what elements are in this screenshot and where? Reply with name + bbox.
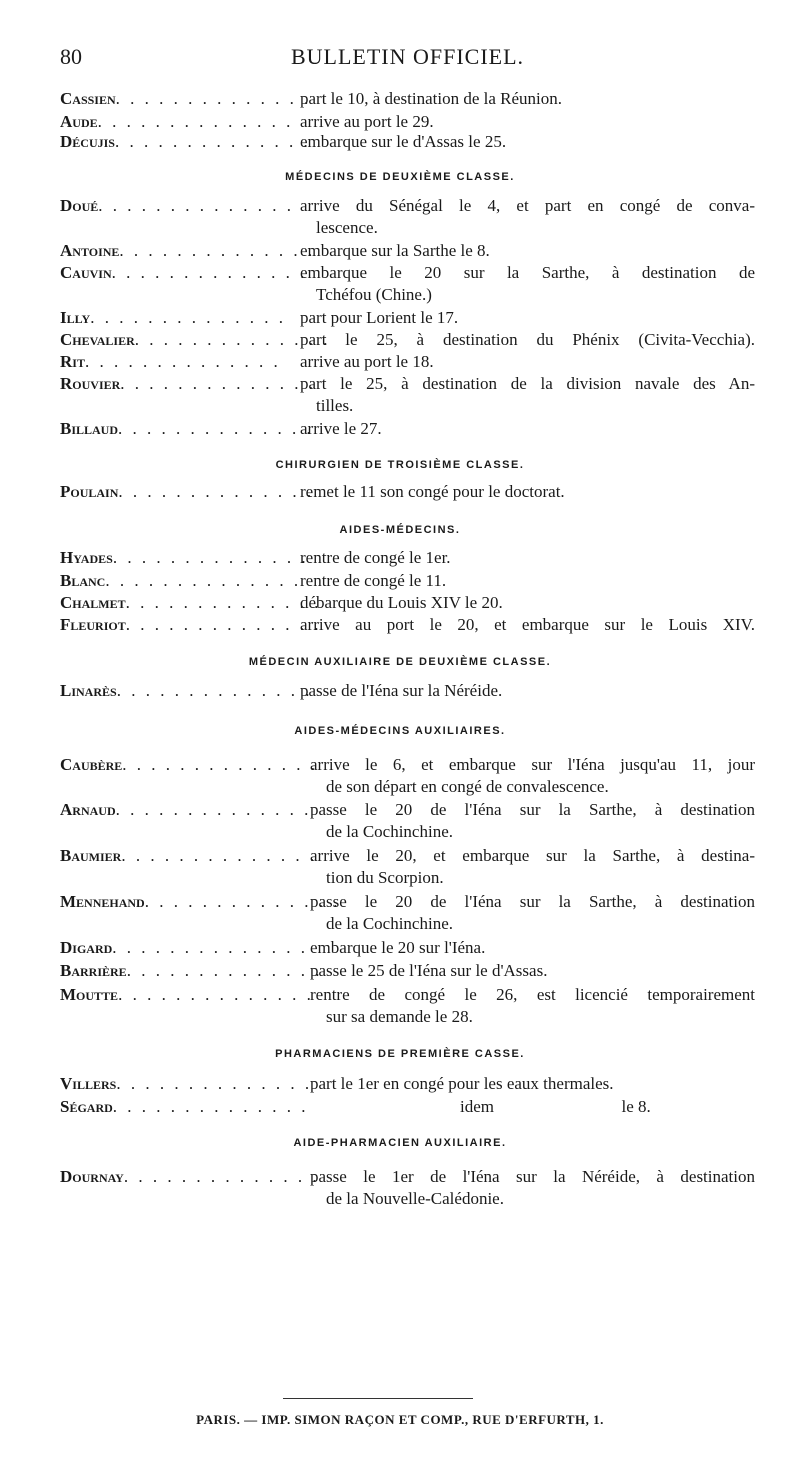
- entry-name: Chevalier: [60, 330, 135, 349]
- entry-name: Rit: [60, 352, 85, 371]
- section-heading: MÉDECINS DE DEUXIÈME CLASSE.: [285, 171, 515, 183]
- entry-text: embarque sur le d'Assas le 25.: [300, 132, 507, 151]
- entry-text-continued: tilles.: [316, 396, 354, 415]
- entry-text: passe le 20 de l'Iéna sur la Sarthe, à destination: [310, 892, 755, 911]
- entry-name: Dournay: [60, 1167, 124, 1186]
- entry-text-continued: Tchéfou (Chine.): [316, 285, 432, 304]
- entry-name: Hyades: [60, 548, 113, 567]
- entry-name: Villers: [60, 1074, 117, 1093]
- entry-name: Ségard: [60, 1097, 113, 1116]
- entry-text-continued: de la Cochinchine.: [326, 822, 453, 841]
- entry-name: Moutte: [60, 985, 119, 1004]
- entry-name: Aude: [60, 112, 98, 131]
- entry-name: Cassien: [60, 89, 116, 108]
- entry-text: débarque du Louis XIV le 20.: [300, 593, 503, 612]
- entry-name: Doué: [60, 196, 99, 215]
- entry-text: passe le 20 de l'Iéna sur la Sarthe, à destination: [310, 800, 755, 819]
- entry-name: Barrière: [60, 961, 127, 980]
- entry-name: Caubère: [60, 755, 123, 774]
- entry-name: Linarès: [60, 681, 117, 700]
- entry-text-continued: de la Nouvelle-Calédonie.: [326, 1189, 504, 1208]
- entry-text: part le 25, à destination de la division navale des An-: [300, 374, 755, 393]
- document-page: 80 BULLETIN OFFICIEL. Cassien. . . . . . . . . . . . . . part le 10, à destination de la Réunion. Aude. . . . . . . . . . . . . . arrive au port le 29. Décujis. . . . . . . . . . . . . . embarque sur le d'Assas le 25. MÉDECINS DE DEUXIÈME CLASSE. Doué. . . . . . . . . . . . . . arrive du Sénégal le 4, et part en congé de conva- lescence. Antoine. . . . . . . . . . . . . . embarque sur la Sarthe le 8. Cauvin. . . . . . . . . . . . . . embarque le 20 sur la Sarthe, à destination de Tchéfou (Chine.) Illy. . . . . . . . . . . . . . part pour Lorient le 17. Chevalier. . . . . . . . . . . . . . part le 25, à destination du Phénix (Civita-Vecchia). Rit. . . . . . . . . . . . . . arrive au port le 18. Rouvier. . . . . . . . . . . . . . part le 25, à destination de la division navale des An- tilles. Billaud. . . . . . . . . . . . . . arrive le 27. CHIRURGIEN DE TROISIÈME CLASSE. Poulain. . . . . . . . . . . . . . remet le 11 son congé pour le doctorat. AIDES-MÉDECINS. Hyades. . . . . . . . . . . . . . rentre de congé le 1er. Blanc. . . . . . . . . . . . . . rentre de congé le 11. Chalmet. . . . . . . . . . . . . . débarque du Louis XIV le 20. Fleuriot. . . . . . . . . . . . . . arrive au port le 20, et embarque sur le Louis XIV. MÉDECIN AUXILIAIRE DE DEUXIÈME CLASSE. Linarès. . . . . . . . . . . . . . passe de l'Iéna sur la Néréide. AIDES-MÉDECINS AUXILIAIRES. Caubère. . . . . . . . . . . . . . arrive le 6, et embarque sur l'Iéna jusqu'au 11, jour de son départ en congé de convalescence. Arnaud. . . . . . . . . . . . . . passe le 20 de l'Iéna sur la Sarthe, à destination de la Cochinchine. Baumier. . . . . . . . . . . . . . arrive le 20, et embarque sur la Sarthe, à destina- tion du Scorpion. Mennehand. . . . . . . . . . . . . . passe le 20 de l'Iéna sur la Sarthe, à destination de la Cochinchine. Digard. . . . . . . . . . . . . . embarque le 20 sur l'Iéna. Barrière. . . . . . . . . . . . . . passe le 25 de l'Iéna sur le d'Assas. Moutte. . . . . . . . . . . . . . rentre de congé le 26, est licencié temporairement sur sa demande le 28. PHARMACIENS DE PREMIÈRE CASSE. Villers. . . . . . . . . . . . . . part le 1er en congé pour les eaux thermales. Ségard. . . . . . . . . . . . . . idem le 8. AIDE-PHARMACIEN AUXILIAIRE. Dournay. . . . . . . . . . . . . . passe le 1er de l'Iéna sur la Néréide, à destination de la Nouvelle-Calédonie. PARIS. — IMP. SIMON RAÇON ET COMP., RUE D'ERFURTH, 1.: [0, 0, 800, 1467]
- entry-text: rentre de congé le 1er.: [300, 548, 451, 567]
- section-heading: MÉDECIN AUXILIAIRE DE DEUXIÈME CLASSE.: [248, 656, 552, 668]
- entry-text: arrive du Sénégal le 4, et part en congé de conva-: [300, 196, 755, 215]
- entry-name: Rouvier: [60, 374, 121, 393]
- entry-name: Décujis: [60, 132, 115, 151]
- footer-divider: [283, 1398, 473, 1399]
- page-header: [60, 44, 755, 74]
- entry-text: embarque le 20 sur la Sarthe, à destination de: [300, 263, 755, 282]
- entry-text-continued: de son départ en congé de convalescence.: [326, 777, 609, 796]
- entry-text: arrive au port le 29.: [300, 112, 434, 131]
- entry-text: arrive le 6, et embarque sur l'Iéna jusqu'au 11, jour: [310, 755, 755, 774]
- entry-text: part le 1er en congé pour les eaux thermales.: [310, 1074, 614, 1093]
- entry-text-continued: lescence.: [316, 218, 378, 237]
- entry-text-continued: de la Cochinchine.: [326, 914, 453, 933]
- entry-text: arrive le 20, et embarque sur la Sarthe, à destina-: [310, 846, 755, 865]
- entry-name: Blanc: [60, 571, 106, 590]
- entry-text: arrive le 27.: [300, 419, 382, 438]
- entry-name: Poulain: [60, 482, 119, 501]
- entry-text: arrive au port le 18.: [300, 352, 434, 371]
- section-heading: PHARMACIENS DE PREMIÈRE CASSE.: [275, 1048, 525, 1060]
- entry-text-continued: sur sa demande le 28.: [326, 1007, 473, 1026]
- page-number: 80: [60, 44, 82, 69]
- entry-text-continued: tion du Scorpion.: [326, 868, 444, 887]
- entry-name: Chalmet: [60, 593, 126, 612]
- entry-text: remet le 11 son congé pour le doctorat.: [300, 482, 565, 501]
- entry-name: Antoine: [60, 241, 120, 260]
- entry-name: Fleuriot: [60, 615, 126, 634]
- entry-name: Illy: [60, 308, 91, 327]
- entry-name: Arnaud: [60, 800, 116, 819]
- entry-text: arrive au port le 20, et embarque sur le Louis XIV.: [300, 615, 755, 634]
- entry-text: rentre de congé le 26, est licencié temporairement: [310, 985, 755, 1004]
- section-heading: AIDES-MÉDECINS.: [339, 524, 461, 536]
- section-heading: AIDE-PHARMACIEN AUXILIAIRE.: [293, 1137, 507, 1149]
- entry-name: Billaud: [60, 419, 119, 438]
- entry-name: Cauvin: [60, 263, 112, 282]
- page-title: BULLETIN OFFICIEL.: [290, 44, 525, 69]
- entry-text: embarque sur la Sarthe le 8.: [300, 241, 490, 260]
- entry-name: Baumier: [60, 846, 122, 865]
- entry-text: passe le 25 de l'Iéna sur le d'Assas.: [310, 961, 548, 980]
- entry-name: Digard: [60, 938, 113, 957]
- entry-text: part le 25, à destination du Phénix (Civita-Vecchia).: [300, 330, 755, 349]
- entry-text: embarque le 20 sur l'Iéna.: [310, 938, 486, 957]
- printer-imprint: PARIS. — IMP. SIMON RAÇON ET COMP., RUE D'ERFURTH, 1.: [196, 1412, 604, 1427]
- section-heading: AIDES-MÉDECINS AUXILIAIRES.: [294, 725, 506, 737]
- section-heading: CHIRURGIEN DE TROISIÈME CLASSE.: [275, 459, 525, 471]
- entry-name: Mennehand: [60, 892, 145, 911]
- entry-text: part pour Lorient le 17.: [300, 308, 459, 327]
- entry-text: rentre de congé le 11.: [300, 571, 447, 590]
- entry-text: passe de l'Iéna sur la Néréide.: [300, 681, 503, 700]
- entry-text: idem le 8.: [460, 1097, 651, 1116]
- entry-text: part le 10, à destination de la Réunion.: [300, 89, 563, 108]
- entry-text: passe le 1er de l'Iéna sur la Néréide, à destination: [310, 1167, 755, 1186]
